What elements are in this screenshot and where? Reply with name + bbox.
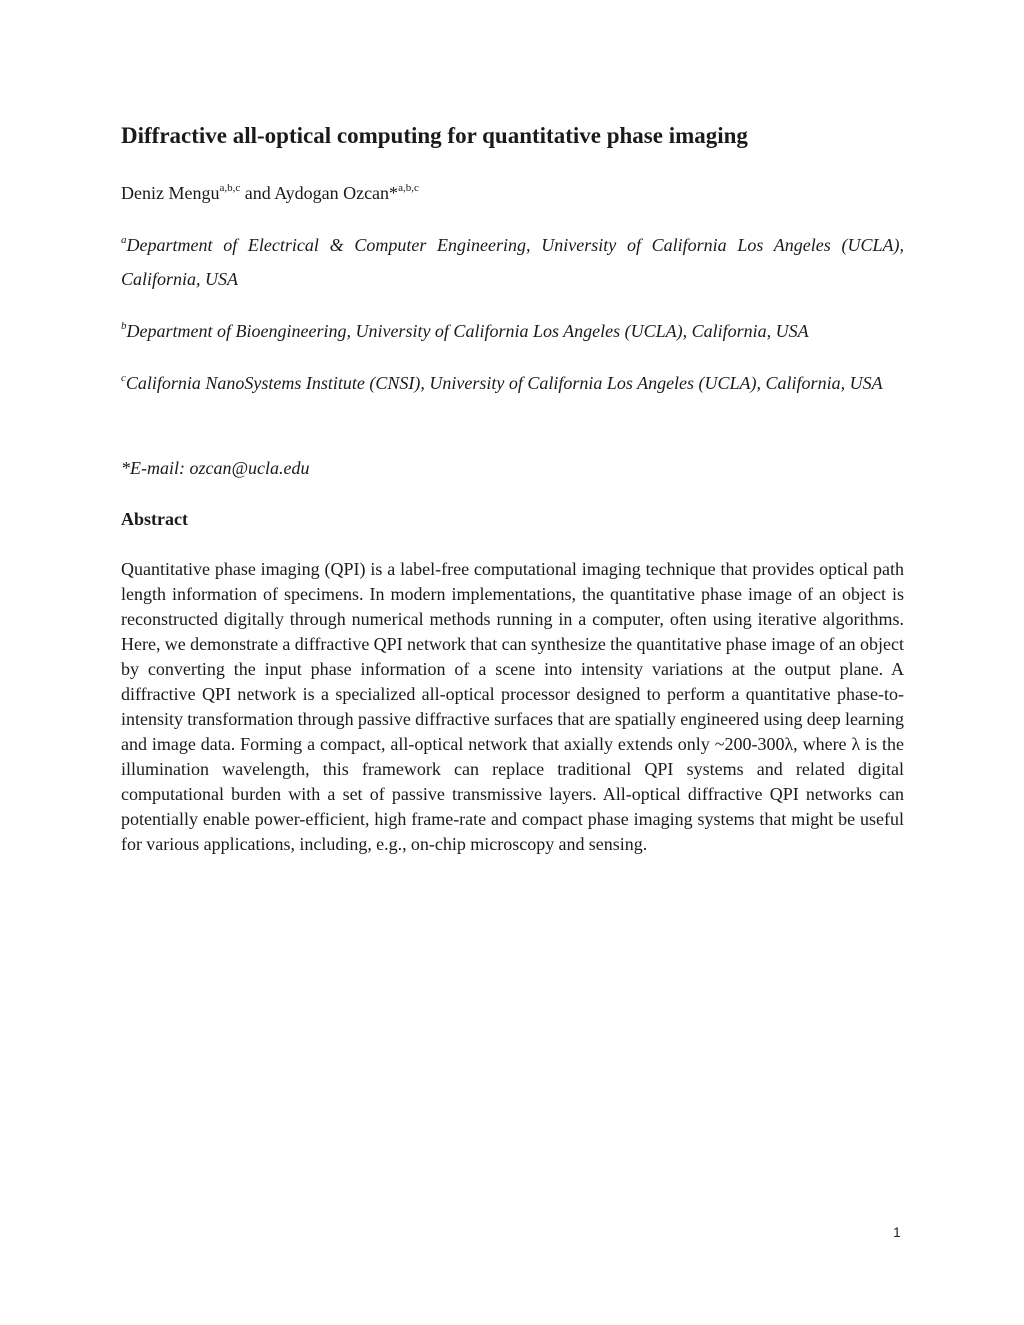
abstract-body: Quantitative phase imaging (QPI) is a label-free computational imaging technique that provides optical path length information of specimens. In modern implementations, the quantitative phase image of an object is reconstructed digitally through numerical methods running in a computer, often using iterative algorithms. Here, we demonstrate a diffractive QPI network that can synthesize the quantitative phase image of an object by converting the input phase information of a scene into intensity variations at the output plane. A diffractive QPI network is a specialized all-optical processor designed to perform a quantitative phase-to-intensity transformation through passive diffractive surfaces that are spatially engineered using deep learning and image data. Forming a compact, all-optical network that axially extends only ~200-300λ, where λ is the illumination wavelength, this framework can replace traditional QPI systems and related digital computational burden with a set of passive transmissive layers. All-optical diffractive QPI networks can potentially enable power-efficient, high frame-rate and compact phase imaging systems that might be useful for various applications, including, e.g., on-chip microscopy and sensing. xyxy=(121,559,905,854)
page-number: 1 xyxy=(893,1224,901,1240)
author-name-mengu: Deniz Mengu xyxy=(121,183,220,203)
affiliation-mark: c xyxy=(121,372,126,384)
author-affiliation-marks-ozcan: a,b,c xyxy=(398,182,419,194)
corresponding-email: *E-mail: ozcan@ucla.edu xyxy=(121,458,310,478)
affiliation-mark: a xyxy=(121,234,127,246)
affiliation-b xyxy=(121,314,904,348)
author-name-ozcan: and Aydogan Ozcan* xyxy=(240,183,399,203)
affiliation-text: California NanoSystems Institute (CNSI), University of California Los Angeles (UCLA), California, USA xyxy=(125,373,883,393)
paper-title: Diffractive all-optical computing for quantitative phase imaging xyxy=(121,123,748,148)
author-line xyxy=(121,180,419,206)
affiliation-c xyxy=(121,366,904,400)
affiliation-text: Department of Electrical & Computer Engineering, University of California Los Angeles (UCLA), California, USA xyxy=(121,235,904,289)
abstract-heading: Abstract xyxy=(121,509,188,529)
author-affiliation-marks-mengu: a,b,c xyxy=(219,182,241,194)
affiliation-mark: b xyxy=(121,320,127,332)
affiliation-a xyxy=(121,228,904,296)
affiliation-text: Department of Bioengineering, University of California Los Angeles (UCLA), California, USA xyxy=(126,321,809,341)
